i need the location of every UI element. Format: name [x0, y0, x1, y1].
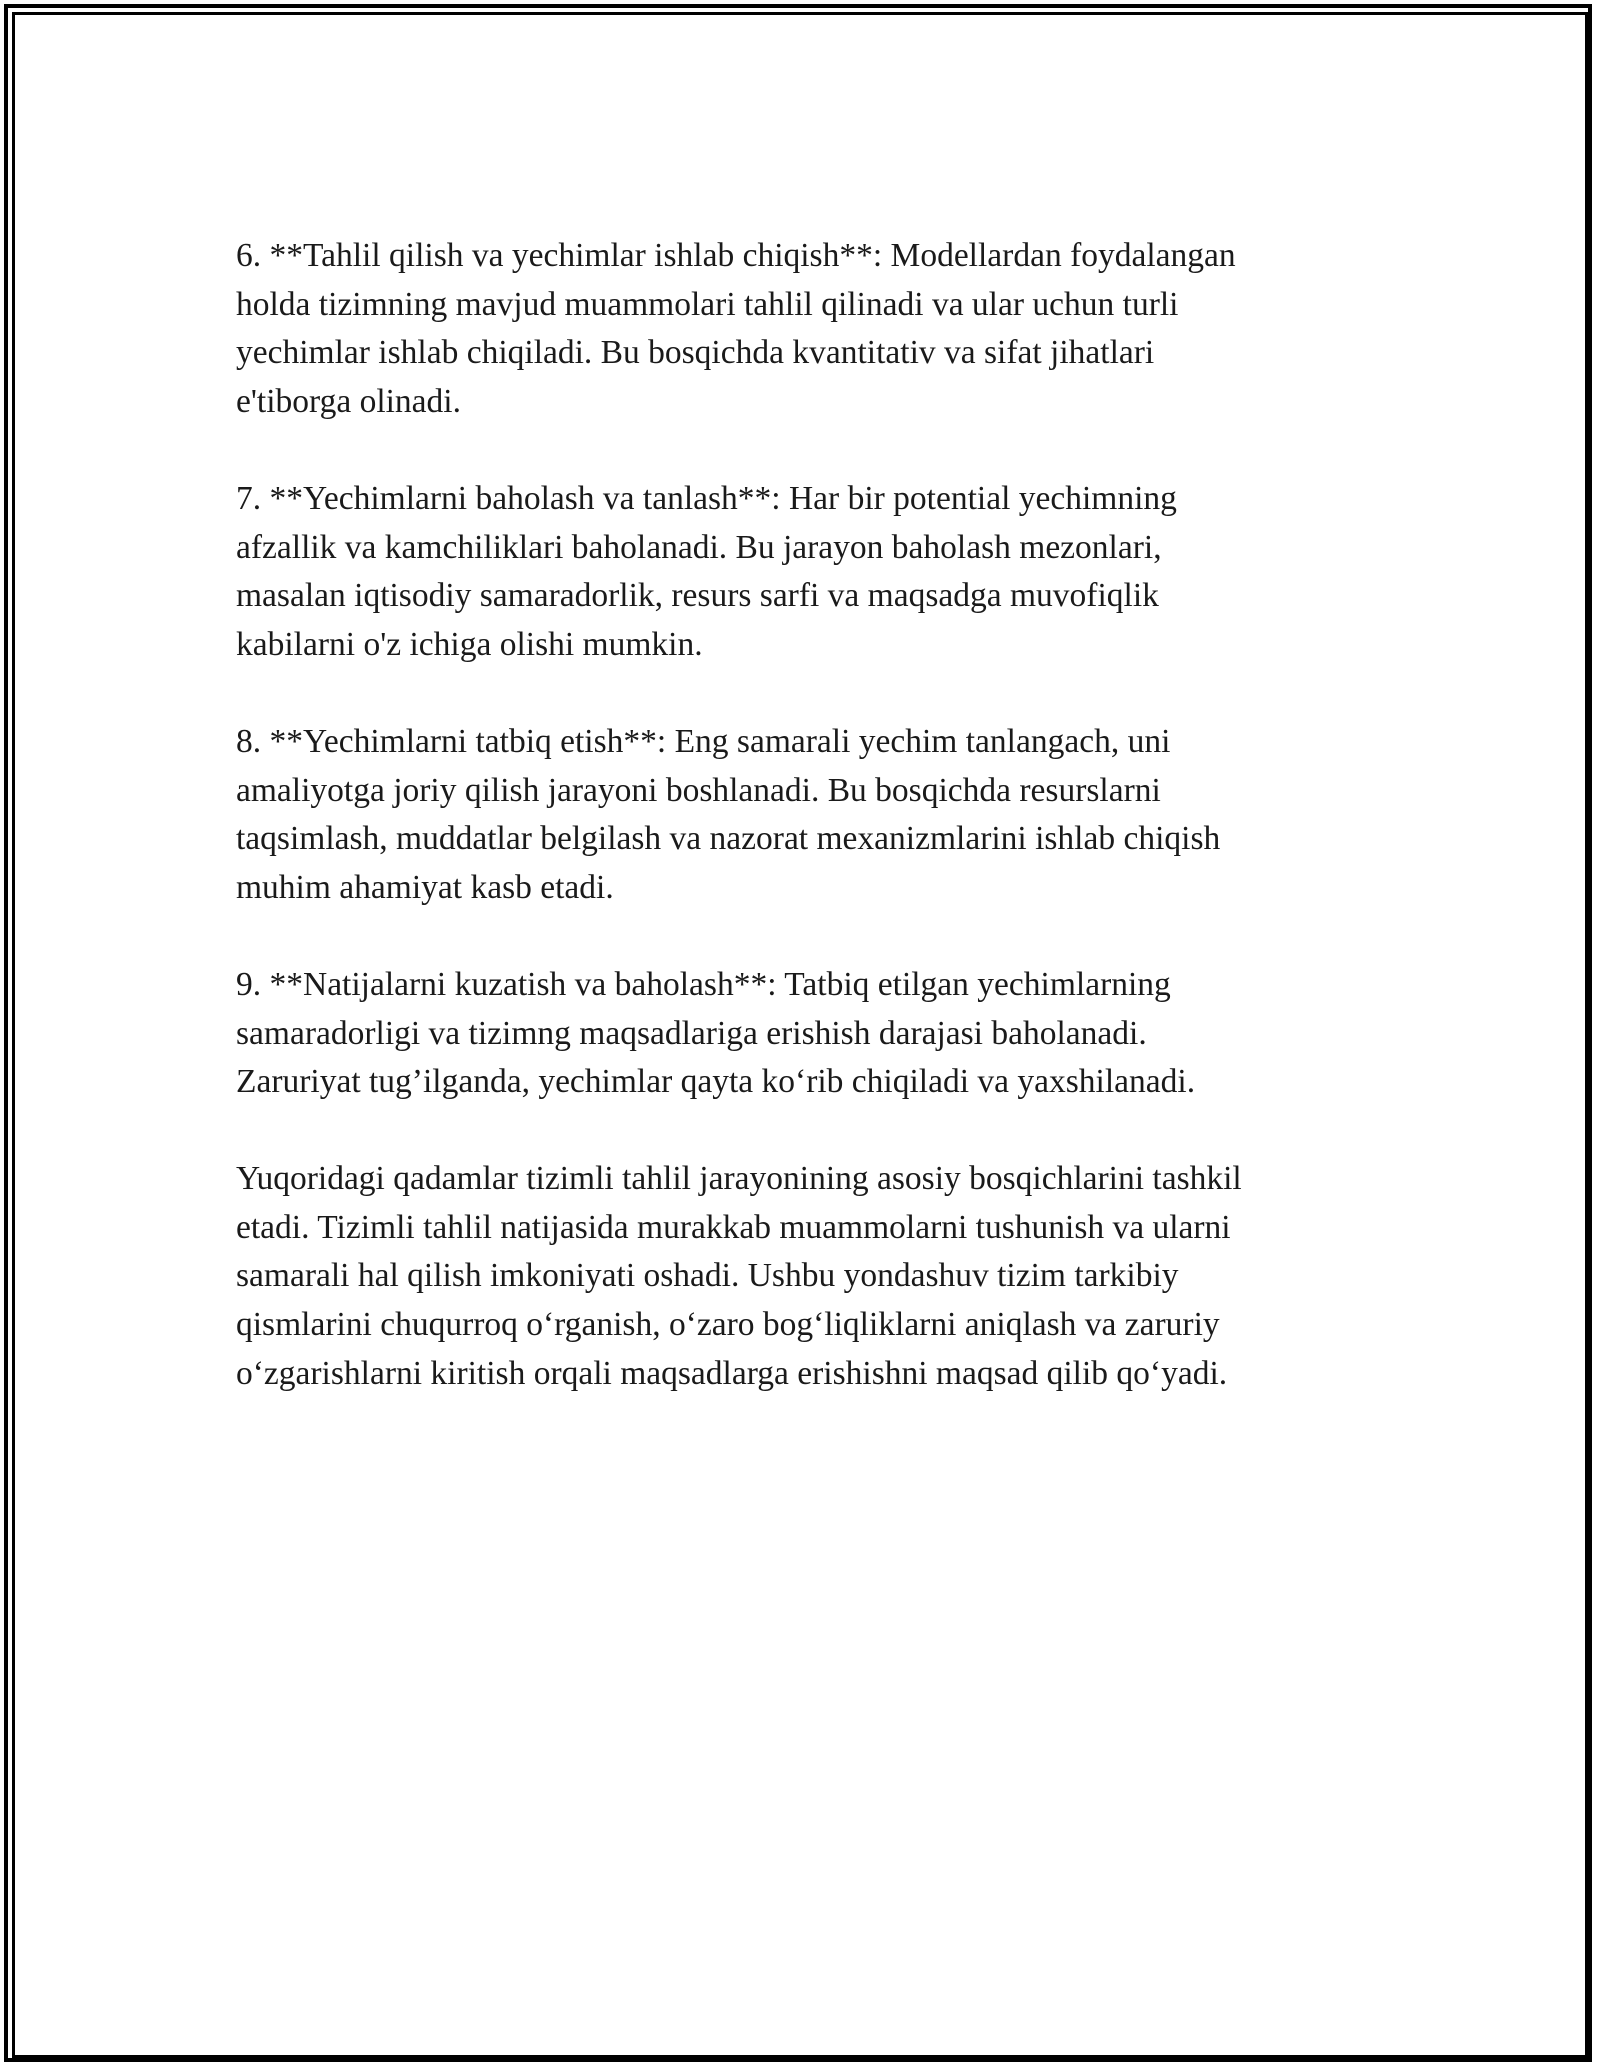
- text-line: qismlarini chuqurroq o‘rganish, o‘zaro bog‘liqliklarni aniqlash va zaruriy: [236, 1306, 1220, 1344]
- text-line: kabilarni o'z ichiga olishi mumkin.: [236, 625, 703, 663]
- text-line: amaliyotga joriy qilish jarayoni boshlanadi. Bu bosqichda resurslarni: [236, 771, 1161, 809]
- text-line: 8. **Yechimlarni tatbiq etish**: Eng samarali yechim tanlangach, uni: [236, 722, 1171, 760]
- text-line: etadi. Tizimli tahlil natijasida murakkab muammolarni tushunish va ularni: [236, 1208, 1231, 1246]
- text-line: Zaruriyat tug’ilganda, yechimlar qayta ko‘rib chiqiladi va yaxshilanadi.: [236, 1063, 1196, 1101]
- paragraph-conclusion: [236, 1155, 1366, 1398]
- text-line: yechimlar ishlab chiqiladi. Bu bosqichda kvantitativ va sifat jihatlari: [236, 334, 1155, 372]
- text-line: muhim ahamiyat kasb etadi.: [236, 868, 614, 906]
- text-line: samaradorligi va tizimng maqsadlariga erishish darajasi baholanadi.: [236, 1014, 1147, 1052]
- text-line: samarali hal qilish imkoniyati oshadi. Ushbu yondashuv tizim tarkibiy: [236, 1257, 1179, 1295]
- paragraph-step-8: [236, 718, 1366, 912]
- paragraph-step-9: [236, 961, 1366, 1107]
- text-line: Yuqoridagi qadamlar tizimli tahlil jarayonining asosiy bosqichlarini tashkil: [236, 1160, 1242, 1198]
- text-line: masalan iqtisodiy samaradorlik, resurs sarfi va maqsadga muvofiqlik: [236, 577, 1159, 615]
- paragraph-step-7: [236, 475, 1366, 669]
- text-line: holda tizimning mavjud muammolari tahlil qilinadi va ular uchun turli: [236, 285, 1179, 323]
- text-line: o‘zgarishlarni kiritish orqali maqsadlarga erishishni maqsad qilib qo‘yadi.: [236, 1354, 1228, 1392]
- text-line: 6. **Tahlil qilish va yechimlar ishlab chiqish**: Modellardan foydalangan: [236, 237, 1236, 274]
- document-body: [236, 232, 1366, 1447]
- text-line: 9. **Natijalarni kuzatish va baholash**: Tatbiq etilgan yechimlarning: [236, 965, 1171, 1003]
- paragraph-step-6: [236, 232, 1366, 426]
- text-line: e'tiborga olinadi.: [236, 382, 461, 420]
- text-line: 7. **Yechimlarni baholash va tanlash**: Har bir potential yechimning: [236, 479, 1177, 517]
- text-line: taqsimlash, muddatlar belgilash va nazorat mexanizmlarini ishlab chiqish: [236, 820, 1221, 858]
- text-line: afzallik va kamchiliklari baholanadi. Bu jarayon baholash mezonlari,: [236, 528, 1162, 566]
